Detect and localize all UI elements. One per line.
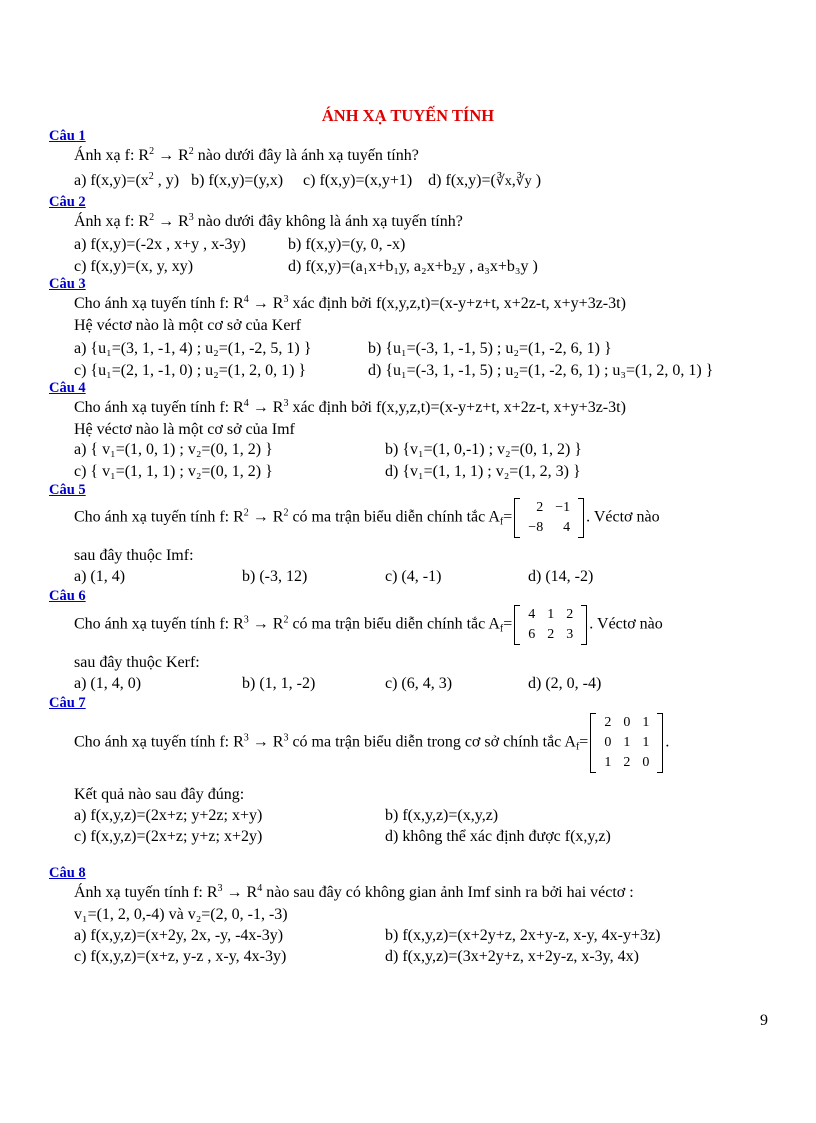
question-1-stem: Ánh xạ f: $R^2 \to R^2$ nào dưới đây là ánh xạ tuyến tính? [74,146,419,164]
question-6-label: Câu 6 [49,588,86,604]
option-d: d) {v₁=(1, 1, 1) ; v₂=(1, 2, 3) } [385,463,581,480]
option-c: c) f(x,y)=(x, y, xy) [74,258,194,275]
option-b: b) {v₁=(1, 0,-1) ; v₂=(0, 1, 2) } [385,441,582,458]
option-c: c) f(x,y,z)=(x+z, y-z , x-y, 4x-3y) [74,948,287,965]
option-a: a) f(x,y)=(-2x , x+y , x-3y) [74,236,246,253]
option-b: b) (1, 1, -2) [242,675,316,692]
option-d: d) (14, -2) [528,568,594,585]
option-d: d) f(x,y)=(∛x,∛y ) [428,172,542,189]
question-5-stem-2: sau đây thuộc Imf: [74,547,194,564]
question-2-label: Câu 2 [49,194,86,210]
question-3-label: Câu 3 [49,276,86,292]
option-b: b) f(x,y)=(y, 0, -x) [288,236,406,253]
option-b: b) f(x,y,z)=(x+2y+z, 2x+y-z, x-y, 4x-y+3z) [385,927,661,944]
option-c: c) f(x,y,z)=(2x+z; y+z; x+2y) [74,828,263,845]
question-5-label: Câu 5 [49,482,86,498]
question-8-stem-2: v₁=(1, 2, 0,-4) và v₂=(2, 0, -1, -3) [74,906,288,923]
question-1-options [74,172,541,190]
option-a: a) f(x,y,z)=(2x+z; y+2z; x+y) [74,807,263,824]
question-5-stem: Cho ánh xạ tuyến tính f: $R^2 \to R^2$ có ma trận biểu diễn chính tắc $A_f=$ 2 −1 −8 4 . Véctơ nào [74,498,660,538]
option-b: b) f(x,y)=(y,x) [191,172,284,189]
option-c: c) (4, -1) [385,568,442,585]
option-d: d) f(x,y)=(a₁x+b₁y, a₂x+b₂y , a₃x+b₃y ) [288,258,538,275]
matrix-af: 2 −1 −8 4 [514,498,584,538]
page-number: 9 [760,1012,768,1029]
option-b: b) f(x,y,z)=(x,y,z) [385,807,499,824]
cube-root-y: ∛y [515,174,532,189]
page-title: ÁNH XẠ TUYẾN TÍNH [321,106,495,125]
question-6-stem-2: sau đây thuộc Kerf: [74,654,200,671]
question-2-stem: Ánh xạ f: $R^2 \to R^3$ nào dưới đây không là ánh xạ tuyến tính? [74,212,463,230]
option-d: d) f(x,y,z)=(3x+2y+z, x+2y-z, x-3y, 4x) [385,948,639,965]
question-3-stem: Cho ánh xạ tuyến tính f: $R^4 \to R^3$ xác định bởi f(x,y,z,t)=(x-y+z+t, x+2z-t, x+y+3z-3t) [74,294,626,312]
question-7-stem-2: Kết quả nào sau đây đúng: [74,786,245,803]
question-8-stem: Ánh xạ tuyến tính f: $R^3 \to R^4$ nào sau đây có không gian ảnh Imf sinh ra bởi hai véctơ : [74,883,634,901]
option-c: c) f(x,y)=(x,y+1) [303,172,413,189]
option-b: b) (-3, 12) [242,568,308,585]
option-a: a) {u₁=(3, 1, -1, 4) ; u₂=(1, -2, 5, 1) } [74,340,312,357]
option-b: b) {u₁=(-3, 1, -1, 5) ; u₂=(1, -2, 6, 1) } [368,340,612,357]
option-d: d) (2, 0, -4) [528,675,602,692]
option-a: a) f(x,y,z)=(x+2y, 2x, -y, -4x-3y) [74,927,284,944]
option-c: c) { v₁=(1, 1, 1) ; v₂=(0, 1, 2) } [74,463,273,480]
option-c: c) {u₁=(2, 1, -1, 0) ; u₂=(1, 2, 0, 1) } [74,362,307,379]
matrix-af: 4 1 2 6 2 3 [514,605,587,645]
option-d: d) {u₁=(-3, 1, -1, 5) ; u₂=(1, -2, 6, 1) ; u₃=(1, 2, 0, 1) } [368,362,714,379]
cube-root-x: ∛x [495,174,512,189]
question-1-label: Câu 1 [49,128,86,144]
option-a: a) $f(x,y)=(x^2$ , y) [74,171,180,189]
question-4-stem-2: Hệ véctơ nào là một cơ sở của Imf [74,421,295,438]
question-7-label: Câu 7 [49,695,86,711]
option-a: a) (1, 4, 0) [74,675,142,692]
question-6-stem: Cho ánh xạ tuyến tính f: $R^3 \to R^2$ có ma trận biểu diễn chính tắc $A_f=$ 4 1 2 6 2 3 . Véctơ nào [74,605,663,645]
question-7-stem: Cho ánh xạ tuyến tính f: $R^3 \to R^3$ có ma trận biểu diễn trong cơ sở chính tắc $A_f=$ 2 0 1 0 1 1 1 2 0 . [74,713,669,773]
question-4-label: Câu 4 [49,380,86,396]
option-a: a) (1, 4) [74,568,126,585]
option-d: d) không thể xác định được f(x,y,z) [385,828,611,845]
question-3-stem-2: Hệ véctơ nào là một cơ sở của Kerf [74,317,302,334]
question-4-stem: Cho ánh xạ tuyến tính f: $R^4 \to R^3$ xác định bởi f(x,y,z,t)=(x-y+z+t, x+2z-t, x+y+3z-3t) [74,398,626,416]
question-8-label: Câu 8 [49,865,86,881]
matrix-af: 2 0 1 0 1 1 1 2 0 [590,713,663,773]
option-a: a) { v₁=(1, 0, 1) ; v₂=(0, 1, 2) } [74,441,273,458]
option-c: c) (6, 4, 3) [385,675,453,692]
